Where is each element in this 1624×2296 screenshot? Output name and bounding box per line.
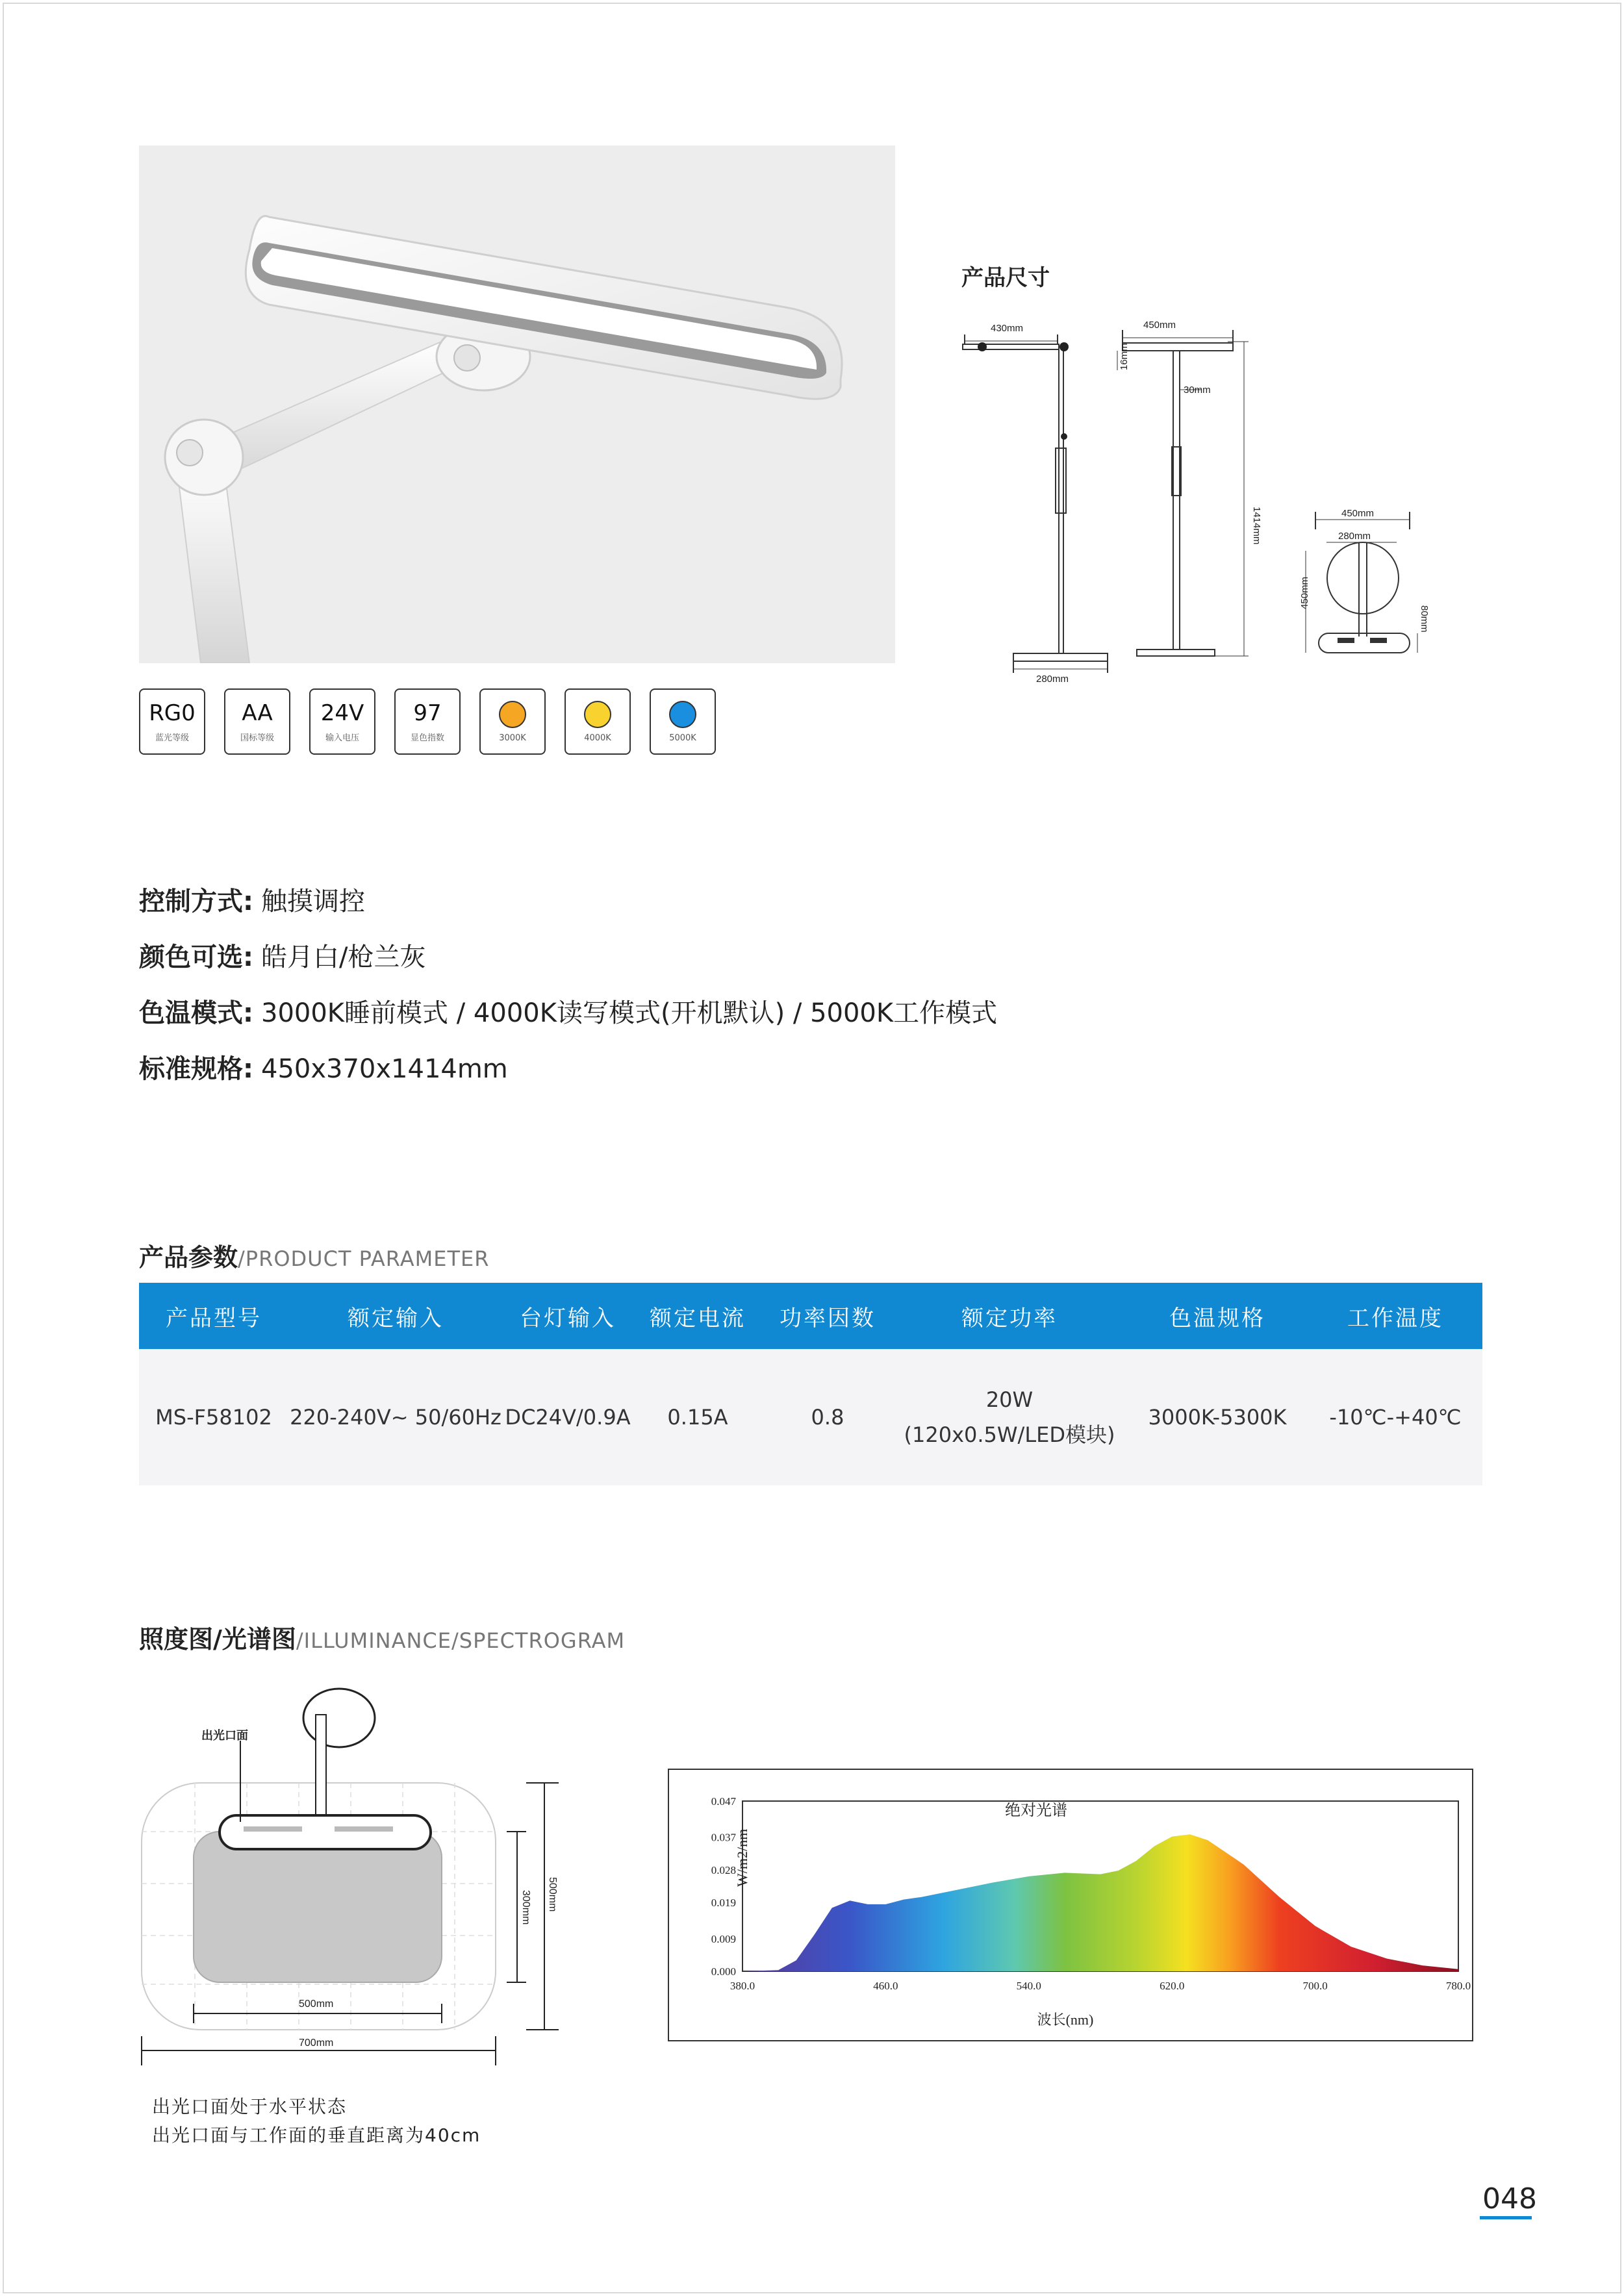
page-number: 048 [1482, 2182, 1537, 2215]
x-tick-label: 460.0 [873, 1980, 898, 1992]
spec-value: 皓月白/枪兰灰 [261, 942, 426, 972]
badge-caption: 5000K [669, 733, 696, 743]
front-top-label: 450mm [1143, 320, 1176, 331]
spectrum-area [742, 1834, 1458, 1971]
badge-caption: 蓝光等级 [155, 733, 189, 743]
dim-300-height: 300mm [520, 1890, 531, 1925]
front-head-label: 16mm [1119, 343, 1130, 370]
color-dot-icon [499, 701, 526, 728]
side-base-label: 280mm [1036, 674, 1069, 682]
base-width-label: 450mm [1341, 508, 1375, 519]
cell-model: MS-F58102 [155, 1405, 272, 1430]
header-lamp-input: 台灯输入 [520, 1305, 616, 1331]
x-tick-label: 780.0 [1445, 1980, 1471, 1992]
dim-500-width: 500mm [299, 1999, 334, 2010]
section-subtitle: /PRODUCT PARAMETER [238, 1246, 490, 1271]
color-dot-icon [669, 701, 696, 728]
header-rated-current: 额定电流 [650, 1305, 746, 1331]
spec-label: 标准规格: [139, 1054, 253, 1084]
badge-4000k [565, 688, 631, 755]
section-title: 照度图/光谱图 [139, 1625, 296, 1654]
x-tick-label: 540.0 [1016, 1980, 1041, 1992]
illum-section-title [139, 1619, 625, 1655]
header-rated-input: 额定输入 [348, 1305, 444, 1331]
note-line: 出光口面处于水平状态 [152, 2096, 348, 2117]
product-photo [139, 145, 895, 663]
y-tick-label: 0.019 [711, 1897, 736, 1910]
spec-value: 450x370x1414mm [261, 1054, 508, 1084]
badge-caption: 输入电压 [325, 733, 359, 743]
badge-value: 24V [320, 700, 364, 726]
spec-value: 3000K睡前模式 / 4000K读写模式(开机默认) / 5000K工作模式 [261, 998, 998, 1028]
base-depth-label: 450mm [1299, 576, 1310, 609]
cell-work-temp: -10℃-+40℃ [1329, 1405, 1462, 1430]
x-tick-label: 380.0 [730, 1980, 755, 1992]
header-rated-power: 额定功率 [961, 1305, 1058, 1331]
power-line-1: 20W [985, 1387, 1034, 1412]
cell-rated-power [893, 1382, 1126, 1452]
spec-control [139, 882, 997, 938]
spectrum-chart [668, 1769, 1473, 2041]
header-work-temp: 工作温度 [1347, 1305, 1443, 1331]
spec-label: 控制方式: [139, 887, 253, 916]
table-header [139, 1283, 1482, 1349]
y-tick-label: 0.047 [711, 1795, 736, 1808]
y-axis-label: W/m2/nm [734, 1828, 750, 1887]
illuminance-diagram [136, 1682, 578, 2085]
header-model: 产品型号 [166, 1305, 262, 1331]
x-tick-label: 620.0 [1160, 1980, 1185, 1992]
dim-500-height: 500mm [547, 1877, 558, 1912]
spec-value: 触摸调控 [261, 887, 365, 916]
outlet-label: 出光口面 [201, 1729, 248, 1742]
x-axis-label: 波长(nm) [1037, 2012, 1094, 2028]
header-color-temp: 色温规格 [1169, 1305, 1265, 1331]
badge-value: RG0 [149, 700, 196, 726]
x-tick-label: 700.0 [1302, 1980, 1328, 1992]
y-tick-label: 0.028 [711, 1863, 736, 1876]
cell-power-factor: 0.8 [811, 1405, 844, 1430]
badge-input-voltage [309, 688, 375, 755]
badge-value: AA [242, 700, 273, 726]
note-line: 出光口面与工作面的垂直距离为40cm [152, 2125, 481, 2146]
dimension-drawing [955, 305, 1436, 682]
illuminance-notes [152, 2093, 481, 2150]
badge-cri [394, 688, 461, 755]
color-dot-icon [584, 701, 611, 728]
badge-national-grade [224, 688, 290, 755]
front-height-label: 1414mm [1251, 507, 1262, 545]
cell-lamp-input: DC24V/0.9A [505, 1405, 631, 1430]
power-line-2: (120x0.5W/LED模块) [904, 1422, 1115, 1447]
side-top-label: 430mm [991, 323, 1024, 334]
cell-rated-current: 0.15A [667, 1405, 728, 1430]
dimensions-title: 产品尺寸 [961, 265, 1050, 291]
spec-label: 色温模式: [139, 998, 253, 1028]
page-number-underline [1480, 2216, 1532, 2219]
front-pole-label: 30mm [1184, 385, 1211, 396]
badge-5000k [650, 688, 716, 755]
header-power-factor: 功率因数 [780, 1305, 876, 1331]
y-tick-label: 0.037 [711, 1831, 736, 1844]
param-section-title [139, 1237, 489, 1273]
badge-caption: 3000K [499, 733, 526, 743]
cell-rated-input: 220-240V~ 50/60Hz [290, 1405, 501, 1430]
badge-caption: 显色指数 [410, 733, 444, 743]
spec-color-temp [139, 994, 997, 1050]
feature-badges [139, 688, 716, 755]
y-tick-label: 0.009 [711, 1932, 736, 1945]
spec-size [139, 1050, 997, 1105]
section-subtitle: /ILLUMINANCE/SPECTROGRAM [296, 1628, 626, 1653]
badge-blue-light [139, 688, 205, 755]
parameter-table [139, 1283, 1482, 1485]
badge-3000k [479, 688, 546, 755]
badge-caption: 4000K [584, 733, 611, 743]
spec-list [139, 882, 997, 1105]
section-title: 产品参数 [139, 1243, 238, 1272]
table-row [139, 1349, 1482, 1485]
badge-value: 97 [413, 700, 442, 726]
spec-colors [139, 938, 997, 994]
base-inner-label: 280mm [1338, 531, 1371, 542]
spec-label: 颜色可选: [139, 942, 253, 972]
chart-title: 绝对光谱 [1005, 1802, 1067, 1819]
cell-color-temp: 3000K-5300K [1148, 1405, 1287, 1430]
dim-700-width: 700mm [299, 2037, 334, 2049]
base-height-label: 80mm [1419, 605, 1430, 633]
badge-caption: 国标等级 [240, 733, 274, 743]
y-tick-label: 0.000 [711, 1965, 736, 1978]
